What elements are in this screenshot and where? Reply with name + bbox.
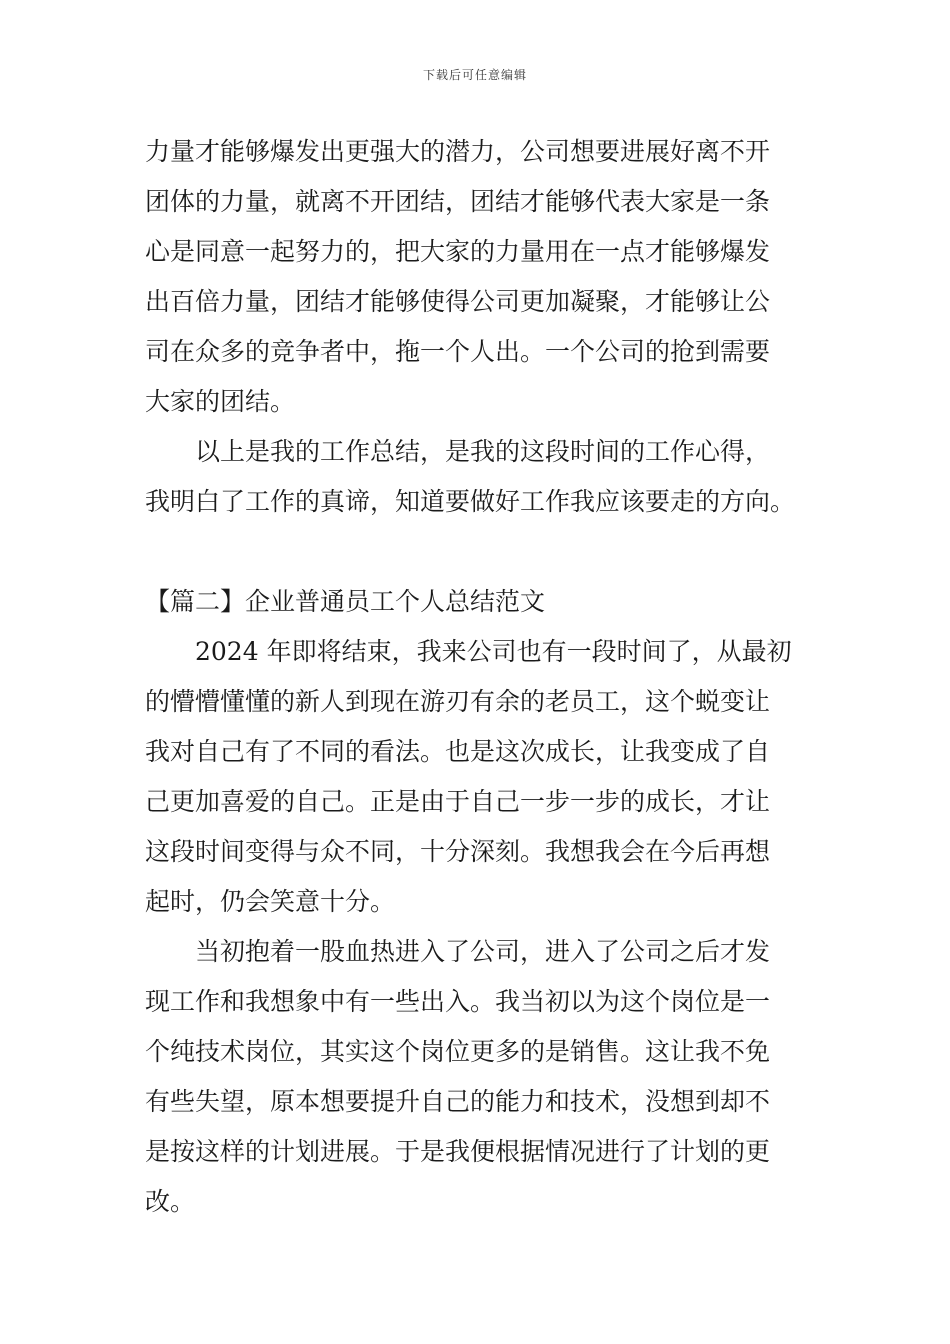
text-line: 我明白了工作的真谛，知道要做好工作我应该要走的方向。	[145, 487, 796, 516]
text-line: 改。	[145, 1187, 196, 1216]
paragraph-1	[145, 127, 810, 427]
text-line: 己更加喜爱的自己。正是由于自己一步一步的成长，才让	[145, 787, 771, 816]
text-line: 团体的力量，就离不开团结，团结才能够代表大家是一条	[145, 187, 771, 216]
section-title: 【篇二】企业普通员工个人总结范文	[145, 587, 546, 616]
text-line: 当初抱着一股血热进入了公司，进入了公司之后才发	[195, 937, 771, 966]
text-line: 的懵懵懂懂的新人到现在游刃有余的老员工，这个蜕变让	[145, 687, 771, 716]
document-body	[145, 127, 810, 1227]
text-line: 是按这样的计划进展。于是我便根据情况进行了计划的更	[145, 1137, 771, 1166]
section-paragraph-2	[145, 927, 810, 1227]
text-line: 心是同意一起努力的，把大家的力量用在一点才能够爆发	[145, 237, 771, 266]
text-line: 力量才能够爆发出更强大的潜力，公司想要进展好离不开	[145, 137, 771, 166]
text-line: 出百倍力量，团结才能够使得公司更加凝聚，才能够让公	[145, 287, 771, 316]
paragraph-2	[145, 427, 810, 527]
text-line: 我对自己有了不同的看法。也是这次成长，让我变成了自	[145, 737, 771, 766]
text-line: 这段时间变得与众不同，十分深刻。我想我会在今后再想	[145, 837, 771, 866]
text-line: 起时，仍会笑意十分。	[145, 887, 396, 916]
section-paragraph-1	[145, 627, 810, 927]
text-line: 现工作和我想象中有一些出入。我当初以为这个岗位是一	[145, 987, 771, 1016]
text-line: 2024 年即将结束，我来公司也有一段时间了，从最初	[195, 637, 792, 666]
text-line: 司在众多的竞争者中，拖一个人出。一个公司的抢到需要	[145, 337, 771, 366]
text-line: 以上是我的工作总结，是我的这段时间的工作心得，	[195, 437, 771, 466]
page-header-note: 下载后可任意编辑	[422, 68, 527, 82]
text-line: 大家的团结。	[145, 387, 296, 416]
text-line: 有些失望，原本想要提升自己的能力和技术，没想到却不	[145, 1087, 771, 1116]
text-line: 个纯技术岗位，其实这个岗位更多的是销售。这让我不免	[145, 1037, 771, 1066]
